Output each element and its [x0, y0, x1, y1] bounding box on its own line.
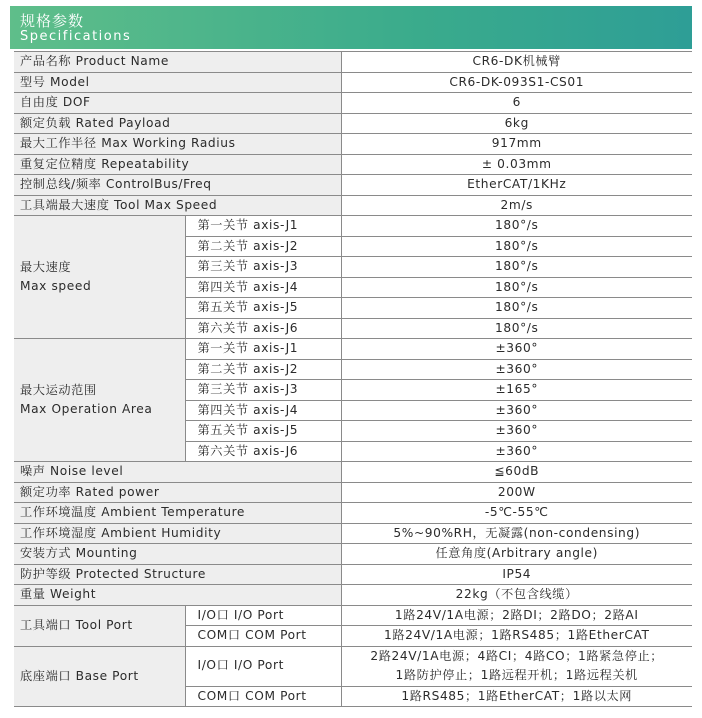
axis-label: 第四关节 axis-J4 — [185, 400, 341, 421]
section-title-en: Specifications — [20, 29, 132, 44]
axis-value: 180°/s — [341, 216, 692, 237]
row-label: 工作环境湿度 Ambient Humidity — [14, 523, 341, 544]
axis-label: 第二关节 axis-J2 — [185, 236, 341, 257]
row-label: 额定功率 Rated power — [14, 482, 341, 503]
row-label: 最大工作半径 Max Working Radius — [14, 134, 341, 155]
max-speed-label-zh: 最大速度 — [20, 259, 72, 274]
axis-value: ±165° — [341, 380, 692, 401]
axis-value: ±360° — [341, 359, 692, 380]
base-com-port-label: COM口 COM Port — [185, 686, 341, 707]
row-value: EtherCAT/1KHz — [341, 175, 692, 196]
axis-value: ±360° — [341, 441, 692, 462]
row-value: ≦60dB — [341, 462, 692, 483]
axis-label: 第三关节 axis-J3 — [185, 257, 341, 278]
axis-value: ±360° — [341, 400, 692, 421]
spec-table — [14, 51, 692, 707]
axis-label: 第六关节 axis-J6 — [185, 441, 341, 462]
table-row — [14, 605, 692, 626]
row-value: 6 — [341, 93, 692, 114]
row-value: 任意角度(Arbitrary angle) — [341, 544, 692, 565]
row-label: 防护等级 Protected Structure — [14, 564, 341, 585]
axis-label: 第一关节 axis-J1 — [185, 216, 341, 237]
axis-value: ±360° — [341, 421, 692, 442]
table-row — [14, 93, 692, 114]
base-io-port-value-line1: 2路24V/1A电源；4路CI；4路CO；1路紧急停止； — [370, 648, 664, 663]
row-label: 安装方式 Mounting — [14, 544, 341, 565]
tool-port-label: 工具端口 Tool Port — [14, 605, 185, 646]
max-speed-label-en: Max speed — [20, 279, 92, 293]
row-label: 自由度 DOF — [14, 93, 341, 114]
max-speed-group-label — [14, 216, 185, 339]
table-row — [14, 154, 692, 175]
base-io-port-value-line2: 1路防护停止；1路远程开机；1路远程关机 — [395, 668, 638, 682]
table-row — [14, 113, 692, 134]
table-row — [14, 339, 692, 360]
section-header — [10, 6, 692, 49]
row-value: 5%~90%RH，无凝露(non-condensing) — [341, 523, 692, 544]
axis-value: 180°/s — [341, 236, 692, 257]
row-value: 6kg — [341, 113, 692, 134]
row-label: 重复定位精度 Repeatability — [14, 154, 341, 175]
table-row — [14, 544, 692, 565]
tool-com-port-value: 1路24V/1A电源；1路RS485；1路EtherCAT — [341, 626, 692, 647]
row-value: CR6-DK-093S1-CS01 — [341, 72, 692, 93]
axis-label: 第六关节 axis-J6 — [185, 318, 341, 339]
row-label: 噪声 Noise level — [14, 462, 341, 483]
row-label: 产品名称 Product Name — [14, 52, 341, 73]
row-label: 重量 Weight — [14, 585, 341, 606]
row-value: CR6-DK机械臂 — [341, 52, 692, 73]
axis-value: 180°/s — [341, 298, 692, 319]
base-port-label: 底座端口 Base Port — [14, 646, 185, 707]
base-io-port-label: I/O口 I/O Port — [185, 646, 341, 686]
base-com-port-value: 1路RS485；1路EtherCAT；1路以太网 — [341, 686, 692, 707]
axis-label: 第三关节 axis-J3 — [185, 380, 341, 401]
row-label: 工作环境温度 Ambient Temperature — [14, 503, 341, 524]
table-row — [14, 564, 692, 585]
max-range-group-label — [14, 339, 185, 462]
row-value: -5℃-55℃ — [341, 503, 692, 524]
row-value: IP54 — [341, 564, 692, 585]
tool-com-port-label: COM口 COM Port — [185, 626, 341, 647]
row-value: 2m/s — [341, 195, 692, 216]
row-label: 工具端最大速度 Tool Max Speed — [14, 195, 341, 216]
axis-label: 第四关节 axis-J4 — [185, 277, 341, 298]
row-label: 型号 Model — [14, 72, 341, 93]
axis-value: ±360° — [341, 339, 692, 360]
table-row — [14, 52, 692, 73]
table-row — [14, 134, 692, 155]
table-row — [14, 216, 692, 237]
axis-value: 180°/s — [341, 318, 692, 339]
table-row — [14, 175, 692, 196]
tool-io-port-value: 1路24V/1A电源；2路DI；2路DO；2路AI — [341, 605, 692, 626]
max-range-label-en: Max Operation Area — [20, 402, 153, 416]
row-value: ± 0.03mm — [341, 154, 692, 175]
axis-label: 第五关节 axis-J5 — [185, 421, 341, 442]
row-value: 22kg（不包含线缆） — [341, 585, 692, 606]
axis-value: 180°/s — [341, 277, 692, 298]
table-row — [14, 585, 692, 606]
axis-label: 第二关节 axis-J2 — [185, 359, 341, 380]
row-label: 额定负载 Rated Payload — [14, 113, 341, 134]
row-value: 917mm — [341, 134, 692, 155]
row-value: 200W — [341, 482, 692, 503]
table-row — [14, 523, 692, 544]
table-row — [14, 72, 692, 93]
tool-io-port-label: I/O口 I/O Port — [185, 605, 341, 626]
base-io-port-value — [341, 646, 692, 686]
max-range-label-zh: 最大运动范围 — [20, 382, 97, 397]
axis-value: 180°/s — [341, 257, 692, 278]
axis-label: 第五关节 axis-J5 — [185, 298, 341, 319]
row-label: 控制总线/频率 ControlBus/Freq — [14, 175, 341, 196]
section-title-zh: 规格参数 — [20, 12, 85, 30]
table-row — [14, 462, 692, 483]
table-row — [14, 646, 692, 686]
table-row — [14, 503, 692, 524]
table-row — [14, 195, 692, 216]
axis-label: 第一关节 axis-J1 — [185, 339, 341, 360]
table-row — [14, 482, 692, 503]
